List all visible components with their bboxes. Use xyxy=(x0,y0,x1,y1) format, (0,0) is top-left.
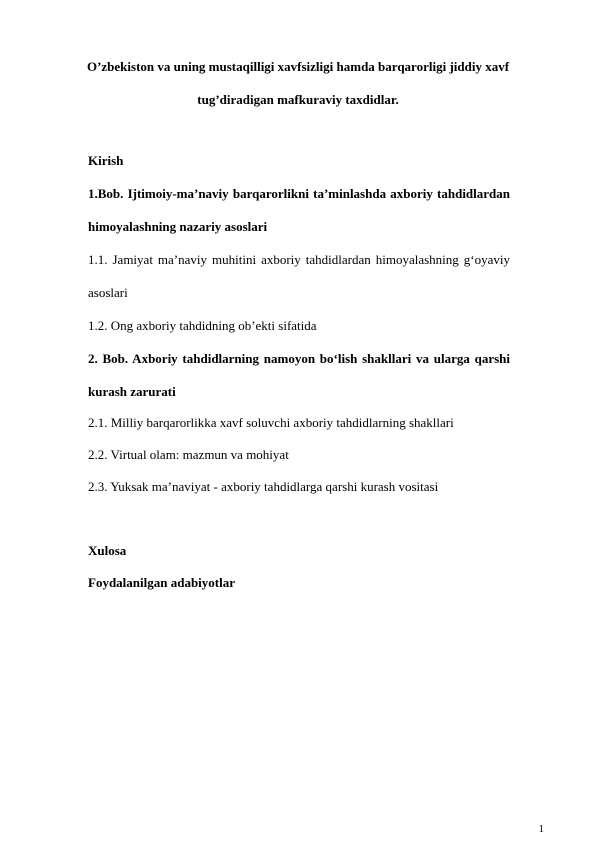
toc-chapter-1-line-1: 1.Bob. Ijtimoiy-ma’naviy barqarorlikni ta’minlashda axboriy tahdidlardan xyxy=(88,186,510,201)
document-title-line-2: tug’diradigan mafkuraviy taxdidlar. xyxy=(197,92,399,107)
toc-intro: Kirish xyxy=(88,153,124,168)
toc-chapter-1-line-2: himoyalashning nazariy asoslari xyxy=(88,219,268,234)
toc-section-1-1-line-1: 1.1. Jamiyat ma’naviy muhitini axboriy tahdidlardan himoyalashning g‘oyaviy xyxy=(88,252,510,267)
document-title-line-1: O’zbekiston va uning mustaqilligi xavfsizligi hamda barqarorligi jiddiy xavf xyxy=(86,59,510,74)
toc-section-2-1: 2.1. Milliy barqarorlikka xavf soluvchi axboriy tahdidlarning shakllari xyxy=(88,415,454,430)
toc-section-2-2: 2.2. Virtual olam: mazmun va mohiyat xyxy=(88,447,289,462)
toc-section-1-1-line-2: asoslari xyxy=(88,285,128,300)
toc-chapter-2-line-1: 2. Bob. Axboriy tahdidlarning namoyon bo‘lish shakllari va ularga qarshi xyxy=(88,351,510,366)
toc-references: Foydalanilgan adabiyotlar xyxy=(88,575,235,590)
toc-section-1-2: 1.2. Ong axboriy tahdidning ob’ekti sifatida xyxy=(88,318,317,333)
page-number: 1 xyxy=(538,823,544,835)
toc-section-2-3: 2.3. Yuksak ma’naviyat - axboriy tahdidlarga qarshi kurash vositasi xyxy=(88,479,439,494)
toc-chapter-2-line-2: kurash zarurati xyxy=(88,384,176,399)
toc-conclusion: Xulosa xyxy=(88,543,127,558)
